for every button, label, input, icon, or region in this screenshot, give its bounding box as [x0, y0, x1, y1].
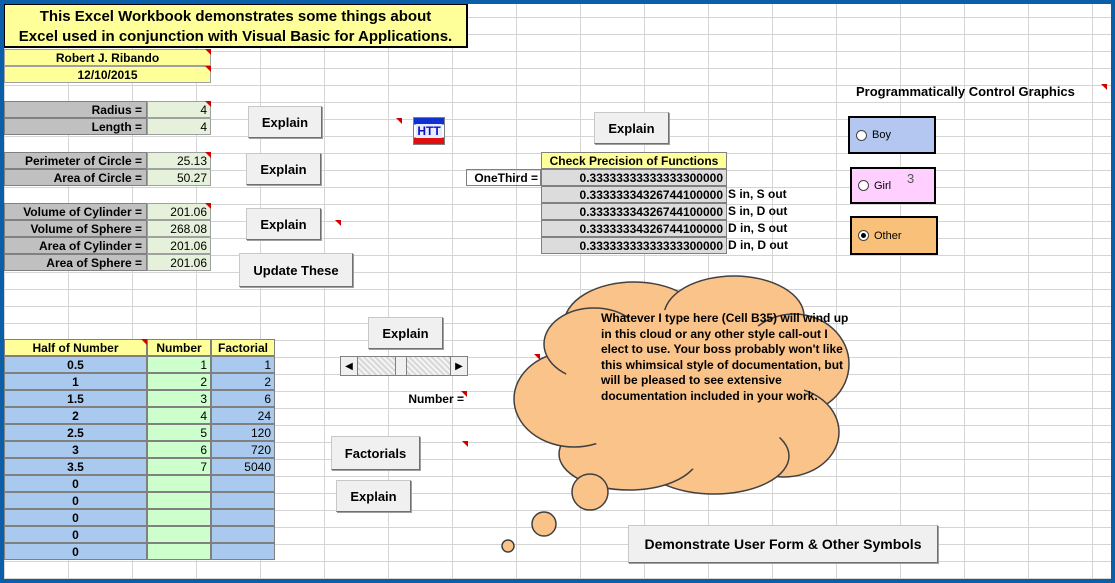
date-cell[interactable]: 12/10/2015 [4, 66, 211, 83]
option-boy[interactable] [848, 116, 936, 154]
perimeter-value[interactable]: 25.13 [147, 152, 211, 169]
volume-cylinder-label: Volume of Cylinder = [4, 203, 147, 220]
factorial-cell[interactable] [211, 475, 275, 492]
radio-button[interactable] [858, 180, 869, 191]
volume-sphere-label: Volume of Sphere = [4, 220, 147, 237]
demonstrate-user-form-button[interactable]: Demonstrate User Form & Other Symbols [628, 525, 938, 563]
scroll-thumb[interactable] [395, 357, 407, 375]
number-cell[interactable]: 2 [147, 373, 211, 390]
precision-value[interactable]: 0.33333334326744100000 [541, 220, 727, 237]
comment-marker [205, 66, 211, 72]
htt-logo[interactable] [413, 117, 445, 145]
title-line-2: Excel used in conjunction with Visual Basic for Applications. [18, 28, 453, 45]
explain-button-factorials[interactable]: Explain [336, 480, 411, 512]
factorial-cell[interactable]: 5040 [211, 458, 275, 475]
number-cell[interactable] [147, 509, 211, 526]
half-number-cell[interactable]: 1.5 [4, 390, 147, 407]
perimeter-label: Perimeter of Circle = [4, 152, 147, 169]
title-line-1: This Excel Workbook demonstrates some things about [39, 8, 432, 25]
scroll-left-arrow[interactable]: ◀ [341, 357, 358, 375]
number-cell[interactable]: 6 [147, 441, 211, 458]
option-girl[interactable] [850, 167, 936, 204]
update-these-button[interactable]: Update These [239, 253, 353, 287]
number-cell[interactable] [147, 475, 211, 492]
radio-button[interactable] [858, 230, 869, 241]
factorial-cell[interactable]: 6 [211, 390, 275, 407]
factorial-cell[interactable] [211, 526, 275, 543]
comment-marker [1101, 84, 1107, 90]
length-label: Length = [4, 118, 147, 135]
factorial-cell[interactable] [211, 492, 275, 509]
volume-sphere-value[interactable]: 268.08 [147, 220, 211, 237]
author-cell[interactable]: Robert J. Ribando [4, 49, 211, 66]
number-cell[interactable]: 4 [147, 407, 211, 424]
number-cell[interactable]: 5 [147, 424, 211, 441]
comment-marker [461, 391, 467, 397]
area-sphere-value[interactable]: 201.06 [147, 254, 211, 271]
comment-marker [205, 203, 211, 209]
option-other[interactable] [850, 216, 938, 255]
precision-value[interactable]: 0.33333334326744100000 [541, 203, 727, 220]
half-number-cell[interactable]: 3 [4, 441, 147, 458]
half-number-cell[interactable]: 2 [4, 407, 147, 424]
length-value[interactable]: 4 [147, 118, 211, 135]
area-cylinder-label: Area of Cylinder = [4, 237, 147, 254]
spreadsheet[interactable] [4, 4, 1111, 579]
cloud-text: Whatever I type here (Cell B35) will wind up in this cloud or any other style call-out I elect to use. Your boss probably won't like this whimsical style of documentation, but will be pleased to see extensive documentation included in your work. [601, 311, 849, 403]
factorial-cell[interactable]: 720 [211, 441, 275, 458]
precision-note: D in, D out [728, 238, 788, 252]
area-sphere-label: Area of Sphere = [4, 254, 147, 271]
area-circle-label: Area of Circle = [4, 169, 147, 186]
comment-marker [462, 441, 468, 447]
number-cell[interactable] [147, 492, 211, 509]
cloud-bubble-small [502, 540, 514, 552]
comment-marker [141, 339, 147, 345]
scroll-right-arrow[interactable]: ▶ [450, 357, 467, 375]
precision-note [728, 169, 818, 186]
comment-marker [396, 118, 402, 124]
precision-value[interactable]: 0.33333333333333300000 [541, 237, 727, 254]
explain-button-solids[interactable]: Explain [246, 208, 321, 240]
half-number-cell[interactable]: 0 [4, 543, 147, 560]
factorial-cell[interactable]: 24 [211, 407, 275, 424]
title-box [4, 4, 468, 48]
explain-button-radius[interactable]: Explain [248, 106, 322, 138]
half-number-cell[interactable]: 3.5 [4, 458, 147, 475]
htt-logo-text: HTT [417, 124, 441, 138]
factorial-cell[interactable]: 2 [211, 373, 275, 390]
radius-value[interactable]: 4 [147, 101, 211, 118]
table-header: Factorial [211, 339, 275, 356]
factorial-cell[interactable] [211, 509, 275, 526]
radius-label: Radius = [4, 101, 147, 118]
precision-value[interactable]: 0.33333334326744100000 [541, 186, 727, 203]
number-cell[interactable] [147, 543, 211, 560]
factorial-cell[interactable]: 120 [211, 424, 275, 441]
area-cylinder-value[interactable]: 201.06 [147, 237, 211, 254]
explain-button-precision[interactable]: Explain [594, 112, 669, 144]
area-circle-value[interactable]: 50.27 [147, 169, 211, 186]
comment-marker [205, 101, 211, 107]
comment-marker [335, 220, 341, 226]
girl-number: 3 [907, 171, 915, 186]
comment-marker [205, 49, 211, 55]
graphics-title: Programmatically Control Graphics [856, 84, 1075, 99]
table-header: Number [147, 339, 211, 356]
comment-marker [205, 152, 211, 158]
half-number-cell[interactable]: 2.5 [4, 424, 147, 441]
precision-value[interactable]: 0.33333333333333300000 [541, 169, 727, 186]
table-header: Half of Number [4, 339, 147, 356]
precision-note: S in, D out [728, 204, 788, 218]
half-number-cell[interactable]: 0 [4, 509, 147, 526]
volume-cylinder-value[interactable]: 201.06 [147, 203, 211, 220]
cloud-bubble-medium [532, 512, 556, 536]
precision-note: S in, S out [728, 187, 787, 201]
half-number-cell[interactable]: 1 [4, 373, 147, 390]
half-number-cell[interactable]: 0 [4, 492, 147, 509]
half-number-cell[interactable]: 0 [4, 475, 147, 492]
number-label: Number = [408, 392, 464, 406]
number-cell[interactable]: 3 [147, 390, 211, 407]
explain-button-scroll[interactable]: Explain [368, 317, 443, 349]
factorial-cell[interactable]: 1 [211, 356, 275, 373]
precision-header: Check Precision of Functions [541, 152, 727, 169]
radio-button[interactable] [856, 130, 867, 141]
factorials-button[interactable]: Factorials [331, 436, 420, 470]
precision-note: D in, S out [728, 221, 788, 235]
option-label: Boy [872, 129, 891, 141]
cloud-bubble-large [572, 474, 608, 510]
number-cell[interactable]: 7 [147, 458, 211, 475]
half-number-cell[interactable]: 0.5 [4, 356, 147, 373]
number-cell[interactable]: 1 [147, 356, 211, 373]
explain-button-circle[interactable]: Explain [246, 153, 321, 185]
factorial-cell[interactable] [211, 543, 275, 560]
onethird-label: OneThird = [466, 169, 541, 186]
half-number-cell[interactable]: 0 [4, 526, 147, 543]
option-label: Girl [874, 179, 892, 192]
number-scrollbar[interactable] [340, 356, 468, 376]
number-cell[interactable] [147, 526, 211, 543]
option-label: Other [874, 229, 902, 242]
